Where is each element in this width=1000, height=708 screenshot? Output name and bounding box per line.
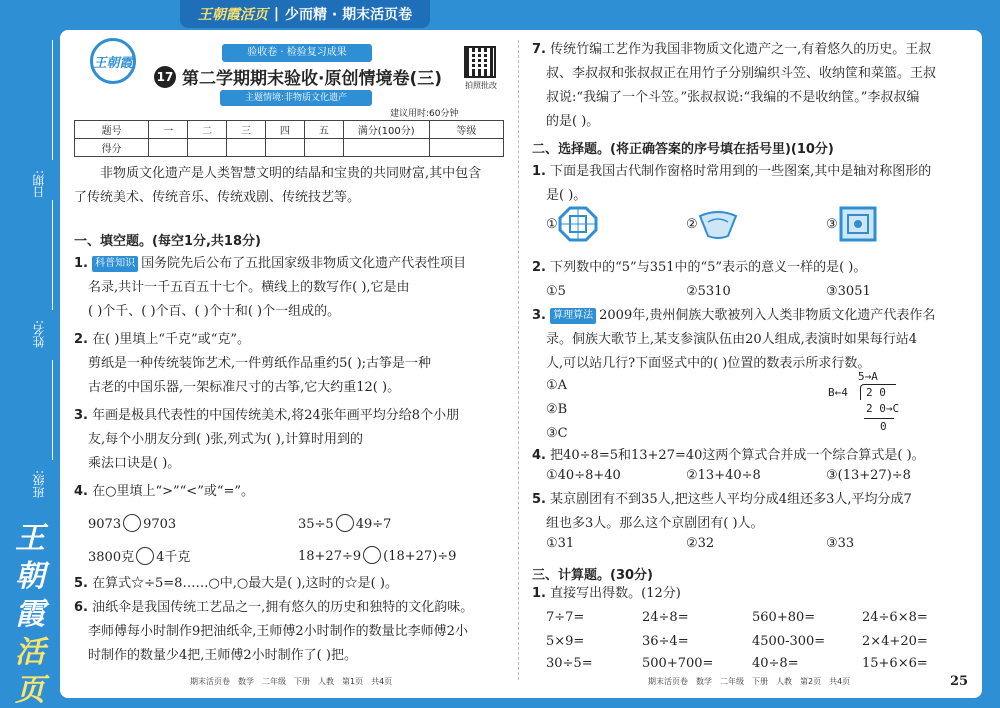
q-text: 2009年,贵州侗族大歌被列入人类非物质文化遗产代表作名 [599, 308, 936, 323]
octagon-pattern-icon [558, 206, 598, 242]
section1-title: 一、填空题。(每空1分,共18分) [74, 234, 261, 249]
score-cell: 满分(100分) [343, 121, 429, 139]
calc-item: 4500-300= [752, 634, 826, 649]
division-remainder: 0 [880, 420, 887, 433]
date-line[interactable] [52, 40, 53, 160]
qr-code-icon[interactable] [464, 46, 496, 78]
theme-badge: 主题情境:非物质文化遗产 [220, 90, 372, 106]
compare-circle[interactable] [363, 546, 381, 564]
q-text: 古老的中国乐器,一架标准尺寸的古筝,它大约重12( )。 [88, 380, 401, 395]
compare-right: (18+27)÷9 [383, 549, 457, 564]
q-text: 下列数中的“5”与351中的“5”表示的意义一样的是( )。 [550, 260, 867, 275]
score-input-cell[interactable] [429, 139, 503, 157]
division-dividend: 2 0 [866, 386, 886, 399]
option-row [546, 284, 966, 299]
q-text: 叔、李叔叔和张叔叔正在用竹子分别编织斗笠、收纳筐和菜篮。王叔 [546, 66, 937, 81]
option: ②B [546, 402, 568, 417]
q-number: 1. [74, 256, 88, 271]
calc-item: 2×4+20= [862, 634, 928, 649]
option: ③33 [826, 536, 855, 551]
q-text: 传统竹编工艺作为我国非物质文化遗产之一,有着悠久的历史。王叔 [550, 42, 932, 57]
intro-line: 了传统美术、传统音乐、传统戏剧、传统技艺等。 [74, 190, 361, 205]
q-number: 7. [532, 42, 546, 57]
strip-logo-main: 王朝霞 [15, 521, 45, 632]
option-row [546, 536, 966, 551]
calc-item: 5×9= [546, 634, 585, 649]
time-hint: 建议用时:60分钟 [390, 109, 459, 119]
date-label: 日期: [32, 170, 46, 199]
q-number: 6. [74, 600, 88, 615]
score-cell: 三 [227, 121, 266, 139]
option: ③(13+27)÷8 [826, 468, 911, 483]
option-label: ② [686, 216, 698, 232]
s1-q4 [74, 480, 510, 504]
calc-item: 24÷8= [642, 610, 689, 625]
calc-item: 500+700= [642, 656, 714, 671]
q-tag: 科普知识 [92, 256, 138, 272]
q-text: 是( )。 [546, 188, 587, 203]
badge-top: 验收卷 · 检验复习成果 [222, 44, 372, 62]
q-text: 把40÷8=5和13+27=40这两个算式合并成一个综合算式是( )。 [550, 448, 925, 463]
strip-logo [8, 520, 52, 708]
score-input-cell[interactable] [265, 139, 304, 157]
strip-logo-sub: 活页 [15, 635, 45, 708]
score-header-row [75, 121, 504, 139]
q-text: 国务院先后公布了五批国家级非物质文化遗产代表性项目 [141, 256, 467, 271]
intro-text [74, 162, 504, 210]
q-text: 年画是极具代表性的中国传统美术,将24张年画平均分给8个小朋 [92, 408, 460, 423]
intro-line: 非物质文化遗产是人类智慧文明的结晶和宝贵的共同财富,其中包含 [100, 166, 482, 181]
q3-options [546, 374, 666, 446]
section2-title: 二、选择题。(将正确答案的序号填在括号里)(10分) [532, 142, 834, 157]
exam-paper [60, 30, 982, 698]
q-text: 李师傅每小时制作9把油纸伞,王师傅2小时制作的数量比李师傅2小 [88, 624, 468, 639]
s1-q7 [532, 38, 968, 134]
q-text: 在算式☆÷5=8……○中,○最大是( ),这时的☆是( )。 [92, 576, 398, 591]
calc-item: 36÷4= [642, 634, 689, 649]
calc-item: 30÷5= [546, 656, 593, 671]
q-text: 下面是我国古代制作窗格时常用到的一些图案,其中是轴对称图形的 [550, 164, 932, 179]
calc-row [546, 656, 966, 671]
option: ②5310 [686, 284, 731, 299]
footer-right: 期末活页卷 数学 二年级 下册 人教 第2页 共4页 [648, 677, 851, 686]
compare-left: 9073 [88, 517, 122, 532]
option: ②13+40÷8 [686, 468, 761, 483]
score-cell: 得分 [75, 139, 149, 157]
s2-q3 [532, 304, 968, 376]
q-text: 某京剧团有不到35人,把这些人平均分成4组还多3人,平均分成7 [550, 492, 912, 507]
score-cell: 二 [188, 121, 227, 139]
s2-q5 [532, 488, 968, 536]
q-text: 乘法口诀是( )。 [88, 456, 181, 471]
paper-number: 17 [154, 66, 176, 88]
q-text: 组也多3人。那么这个京剧团有( )人。 [546, 516, 764, 531]
qr-label: 拍照批改 [465, 81, 497, 90]
page-number: 25 [950, 674, 969, 689]
page-title: 第二学期期末验收·原创情境卷(三) [182, 69, 442, 89]
compare-row [88, 514, 508, 532]
compare-circle[interactable] [123, 514, 141, 532]
score-cell: 一 [149, 121, 188, 139]
division-subtract: 2 0→C [866, 402, 900, 415]
q-number: 5. [74, 576, 88, 591]
q-tag: 算理算法 [550, 308, 596, 324]
compare-right: 9703 [143, 517, 177, 532]
q-text: 友,每个小朋友分到( )张,列式为( ),计算时用到的 [88, 432, 363, 447]
option-label: ③ [826, 216, 838, 232]
option: ②32 [686, 536, 715, 551]
q-text: 直接写出得数。(12分) [550, 586, 681, 601]
q-number: 5. [532, 492, 546, 507]
title-row [154, 64, 454, 89]
s2-q2 [532, 256, 968, 280]
division-line [864, 418, 894, 419]
s3-q1 [532, 582, 968, 606]
top-banner: 王朝霞活页 | 少而精 · 期末活页卷 [180, 0, 430, 28]
compare-circle[interactable] [336, 514, 354, 532]
q-number: 2. [74, 332, 88, 347]
q-number: 4. [532, 448, 546, 463]
q-text: 油纸伞是我国传统工艺品之一,拥有悠久的历史和独特的文化韵味。 [92, 600, 474, 615]
q-text: 的是( )。 [546, 114, 600, 129]
q-text: 在( )里填上“千克”或“克”。 [92, 332, 250, 347]
q-text: 录。侗族大歌节上,某支参演队伍由20人组成,表演时如果每行站4 [546, 332, 918, 347]
calc-item: 24÷6×8= [862, 610, 928, 625]
score-cell: 四 [265, 121, 304, 139]
score-input-cell[interactable] [188, 139, 227, 157]
pattern-options [546, 206, 966, 242]
name-line[interactable] [52, 200, 53, 310]
q-text: 时制作的数量少4把,王师傅2小时制作了( )把。 [88, 648, 357, 663]
s2-q4 [532, 444, 968, 468]
score-cell: 题号 [75, 121, 149, 139]
option: ①40÷8+40 [546, 468, 621, 483]
s2-q1 [532, 160, 968, 208]
option: ①31 [546, 536, 575, 551]
q-text: 名录,共计一千五百五十七个。横线上的数写作( ),它是由 [88, 280, 410, 295]
column-divider [518, 40, 519, 680]
score-value-row [75, 139, 504, 157]
option-label: ① [546, 216, 558, 232]
q-text: ( )个千、( )个百、( )个十和( )个一组成的。 [88, 304, 341, 319]
compare-right: 49÷7 [355, 517, 392, 532]
compare-row [88, 546, 508, 565]
q-text: 叔说:“我编了一个斗笠。”张叔叔说:“我编的不是收纳筐。”李叔叔编 [546, 90, 920, 105]
compare-circle[interactable] [136, 547, 154, 565]
q-text: 在○里填上“>”“<”或“=”。 [92, 484, 255, 499]
option: ①5 [546, 284, 566, 299]
q-number: 4. [74, 484, 88, 499]
q-number: 3. [74, 408, 88, 423]
s1-q5 [74, 572, 510, 596]
class-label: 班级: [32, 470, 46, 499]
q-number: 2. [532, 260, 546, 275]
name-label: 姓名: [32, 320, 46, 349]
s1-q2 [74, 328, 510, 400]
compare-left: 35÷5 [298, 517, 334, 532]
score-table [74, 120, 504, 157]
compare-left: 18+27÷9 [298, 549, 362, 564]
option: ③C [546, 426, 568, 441]
q-text: 剪纸是一种传统装饰艺术,一件剪纸作品重约5( );古筝是一种 [88, 356, 432, 371]
q-number: 1. [532, 586, 546, 601]
calc-row [546, 610, 966, 625]
s1-q1 [74, 252, 510, 324]
score-input-cell[interactable] [343, 139, 429, 157]
score-input-cell[interactable] [304, 139, 343, 157]
compare-right: 4千克 [156, 550, 191, 565]
s1-q3 [74, 404, 510, 476]
banner-series: 少而精 · 期末活页卷 [285, 7, 413, 23]
banner-brand: 王朝霞活页 [197, 7, 268, 23]
square-pattern-icon [838, 206, 878, 242]
calc-row [546, 634, 966, 649]
score-cell: 等级 [429, 121, 503, 139]
q-number: 3. [532, 308, 546, 323]
option: ③3051 [826, 284, 871, 299]
s1-q6 [74, 596, 510, 668]
compare-left: 3800克 [88, 550, 135, 565]
left-strip [0, 0, 60, 708]
score-input-cell[interactable] [149, 139, 188, 157]
brand-logo: 王朝霞 [90, 38, 136, 84]
score-cell: 五 [304, 121, 343, 139]
division-divisor: B←4 [828, 386, 848, 399]
section3-title: 三、计算题。(30分) [532, 568, 653, 583]
score-input-cell[interactable] [227, 139, 266, 157]
q-text: 人,可以站几行?下面竖式中的( )位置的数表示所求行数。 [546, 356, 871, 371]
option: ①A [546, 378, 568, 393]
q-number: 1. [532, 164, 546, 179]
calc-item: 15+6×6= [862, 656, 928, 671]
calc-item: 560+80= [752, 610, 816, 625]
footer-left: 期末活页卷 数学 二年级 下册 人教 第1页 共4页 [190, 677, 393, 686]
option-row [546, 468, 966, 483]
class-line[interactable] [52, 360, 53, 460]
calc-item: 40÷8= [752, 656, 799, 671]
calc-item: 7÷7= [546, 610, 585, 625]
fan-pattern-icon [698, 206, 738, 242]
division-quotient: 5→A [858, 370, 878, 383]
